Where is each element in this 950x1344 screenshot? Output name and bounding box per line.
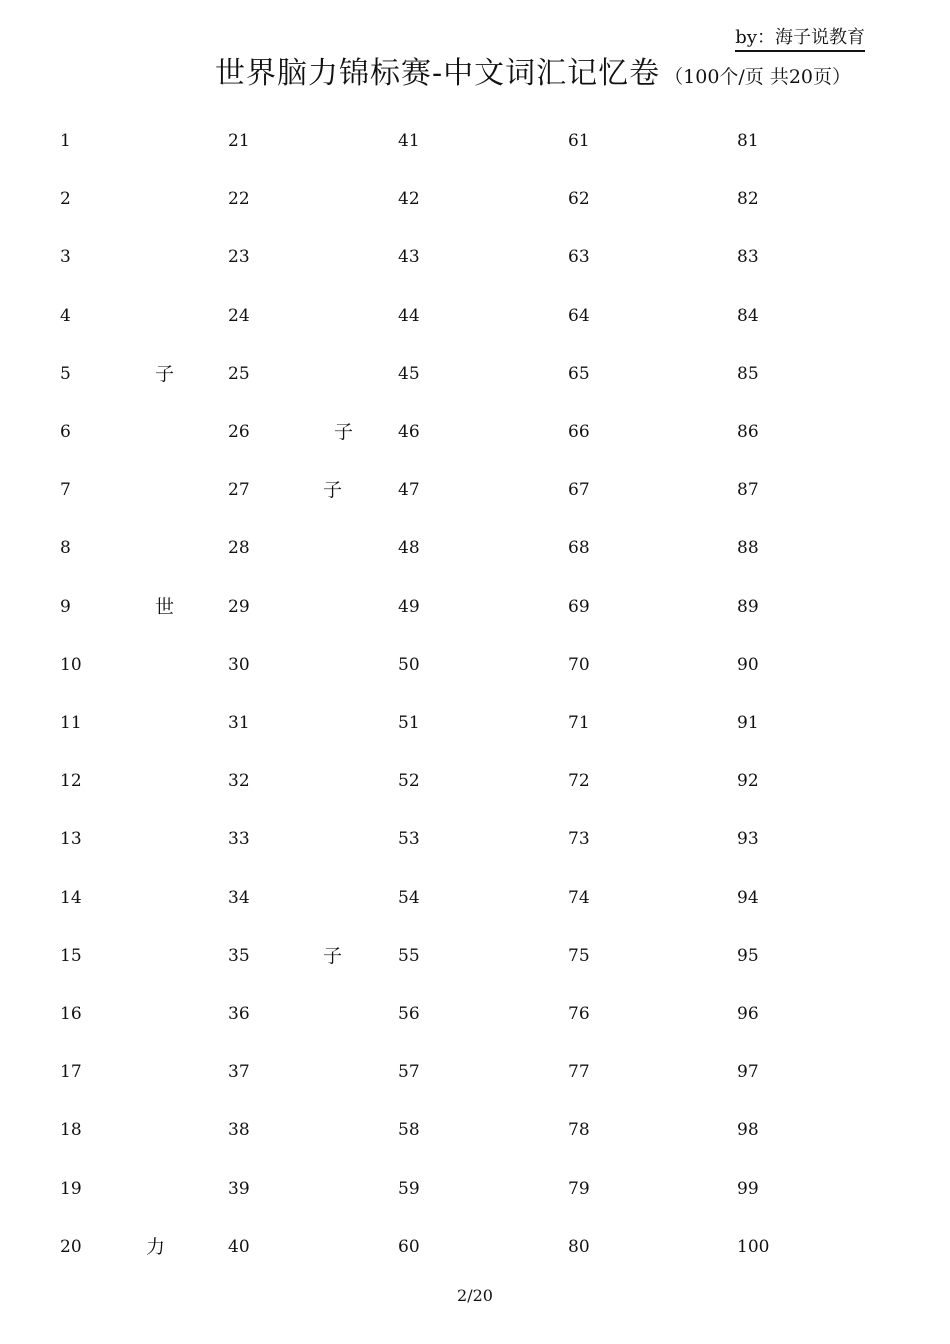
item-number: 64 [568, 305, 590, 326]
item-number: 91 [737, 713, 759, 733]
item-number: 35 [228, 945, 250, 966]
item-number: 65 [568, 363, 590, 384]
item-number: 77 [568, 1062, 590, 1083]
item-word: 力 [146, 1235, 166, 1258]
item-number: 90 [737, 654, 759, 675]
item-number: 82 [737, 189, 759, 210]
page-title: 世界脑力锦标赛-中文词汇记忆卷 [215, 56, 661, 91]
item-number: 8 [60, 538, 71, 559]
item-number: 81 [737, 131, 759, 151]
item-number: 89 [737, 596, 759, 617]
item-number: 14 [60, 887, 82, 908]
item-number: 70 [568, 654, 590, 675]
item-number: 55 [398, 945, 420, 966]
item-number: 6 [60, 422, 71, 442]
item-number: 75 [568, 945, 590, 966]
item-number: 51 [398, 713, 420, 733]
item-number: 78 [568, 1120, 590, 1141]
item-number: 54 [398, 887, 420, 908]
item-number: 56 [398, 1004, 420, 1024]
item-number: 84 [737, 305, 759, 326]
item-number: 49 [398, 596, 420, 617]
item-number: 92 [737, 771, 759, 792]
item-number: 13 [60, 829, 82, 850]
item-number: 58 [398, 1120, 420, 1141]
item-number: 97 [737, 1062, 759, 1083]
item-number: 27 [228, 480, 250, 501]
item-number: 93 [737, 829, 759, 850]
item-number: 79 [568, 1178, 590, 1199]
item-number: 61 [568, 131, 590, 151]
item-number: 36 [228, 1004, 250, 1024]
item-number: 23 [228, 247, 250, 268]
item-number: 80 [568, 1236, 590, 1257]
item-number: 43 [398, 247, 420, 268]
item-number: 96 [737, 1004, 759, 1024]
item-number: 69 [568, 596, 590, 617]
item-number: 38 [228, 1120, 250, 1141]
item-number: 7 [60, 480, 71, 501]
item-number: 16 [60, 1004, 82, 1024]
item-word: 子 [323, 479, 343, 502]
item-number: 28 [228, 538, 250, 559]
item-number: 21 [228, 131, 250, 151]
item-word: 子 [155, 362, 175, 385]
item-number: 4 [60, 305, 71, 326]
item-number: 83 [737, 247, 759, 268]
item-number: 50 [398, 654, 420, 675]
item-number: 31 [228, 713, 250, 733]
item-number: 25 [228, 363, 250, 384]
item-number: 63 [568, 247, 590, 268]
item-number: 10 [60, 654, 82, 675]
item-number: 45 [398, 363, 420, 384]
item-number: 67 [568, 480, 590, 501]
item-number: 3 [60, 247, 71, 268]
item-number: 87 [737, 480, 759, 501]
item-number: 24 [228, 305, 250, 326]
item-number: 48 [398, 538, 420, 559]
item-number: 44 [398, 305, 420, 326]
item-number: 74 [568, 887, 590, 908]
item-number: 76 [568, 1004, 590, 1024]
item-number: 37 [228, 1062, 250, 1083]
item-number: 72 [568, 771, 590, 792]
item-number: 11 [60, 713, 82, 733]
byline: by：海子说教育 [735, 27, 865, 52]
item-number: 62 [568, 189, 590, 210]
item-number: 53 [398, 829, 420, 850]
page-subtitle: （100个/页 共20页） [664, 66, 852, 88]
item-number: 52 [398, 771, 420, 792]
item-number: 46 [398, 422, 420, 442]
item-number: 2 [60, 189, 71, 210]
item-number: 9 [60, 596, 71, 617]
item-number: 57 [398, 1062, 420, 1083]
item-number: 26 [228, 422, 250, 442]
item-number: 41 [398, 131, 420, 151]
item-number: 42 [398, 189, 420, 210]
item-number: 73 [568, 829, 590, 850]
item-number: 71 [568, 713, 590, 733]
page-number: 2/20 [457, 1286, 493, 1305]
item-number: 34 [228, 887, 250, 908]
item-number: 12 [60, 771, 82, 792]
item-number: 32 [228, 771, 250, 792]
item-number: 22 [228, 189, 250, 210]
item-word: 世 [155, 595, 175, 618]
item-number: 29 [228, 596, 250, 617]
item-word: 子 [334, 421, 354, 443]
item-number: 17 [60, 1062, 82, 1083]
item-number: 19 [60, 1178, 82, 1199]
item-number: 85 [737, 363, 759, 384]
item-number: 86 [737, 422, 759, 442]
item-number: 66 [568, 422, 590, 442]
item-number: 60 [398, 1236, 420, 1257]
item-number: 18 [60, 1120, 82, 1141]
item-number: 94 [737, 887, 759, 908]
item-number: 68 [568, 538, 590, 559]
item-number: 15 [60, 945, 82, 966]
item-number: 47 [398, 480, 420, 501]
item-number: 30 [228, 654, 250, 675]
item-word: 子 [323, 944, 343, 967]
item-number: 40 [228, 1236, 250, 1257]
item-number: 33 [228, 829, 250, 850]
item-number: 20 [60, 1236, 82, 1257]
item-number: 1 [60, 131, 71, 151]
item-number: 100 [737, 1236, 770, 1257]
item-number: 95 [737, 945, 759, 966]
item-number: 5 [60, 363, 71, 384]
item-number: 99 [737, 1178, 759, 1199]
item-number: 88 [737, 538, 759, 559]
item-number: 39 [228, 1178, 250, 1199]
item-number: 98 [737, 1120, 759, 1141]
item-number: 59 [398, 1178, 420, 1199]
